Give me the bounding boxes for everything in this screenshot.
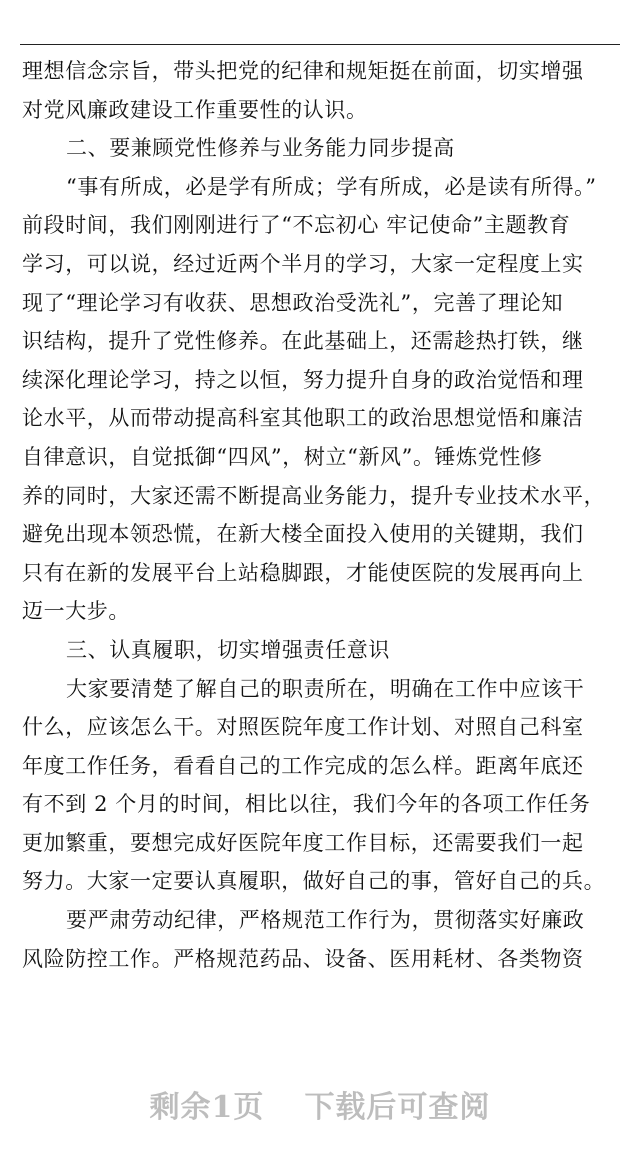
remaining-pages-label: 剩余1页 xyxy=(149,1090,265,1125)
doc-line: 迈一大步。 xyxy=(22,599,130,624)
doc-line: 什么，应该怎么干。对照医院年度工作计划、对照自己科室 xyxy=(22,715,584,740)
top-divider xyxy=(20,44,620,45)
doc-line: 努力。大家一定要认真履职，做好自己的事，管好自己的兵。 xyxy=(22,869,606,894)
download-to-view-label[interactable]: 下载后可查阅 xyxy=(304,1090,491,1125)
doc-line: 识结构，提升了党性修养。在此基础上，还需趁热打铁，继 xyxy=(22,329,584,354)
section-heading: 二、要兼顾党性修养与业务能力同步提高 xyxy=(66,136,455,161)
doc-line: 要严肃劳动纪律，严格规范工作行为，贯彻落实好廉政 xyxy=(66,908,585,933)
doc-line: 论水平，从而带动提高科室其他职工的政治思想觉悟和廉洁 xyxy=(22,406,584,431)
section-heading: 三、认真履职，切实增强责任意识 xyxy=(66,637,390,662)
doc-line: 对党风廉政建设工作重要性的认识。 xyxy=(22,97,368,122)
doc-line: 理想信念宗旨，带头把党的纪律和规矩挺在前面，切实增强 xyxy=(22,59,584,83)
doc-line: 避免出现本领恐慌，在新大楼全面投入使用的关键期，我们 xyxy=(22,522,584,547)
doc-line: 续深化理论学习，持之以恒，努力提升自身的政治觉悟和理 xyxy=(22,367,584,392)
document-body xyxy=(22,52,618,978)
doc-line: 更加繁重，要想完成好医院年度工作目标，还需要我们一起 xyxy=(22,830,584,855)
doc-line: 前段时间，我们刚刚进行了“不忘初心 牢记使命”主题教育 xyxy=(22,213,571,238)
doc-line: 自律意识，自觉抵御“四风”，树立“新风”。锤炼党性修 xyxy=(22,444,543,469)
doc-line: 现了“理论学习有收获、思想政治受洗礼”，完善了理论知 xyxy=(22,290,564,315)
doc-line: “事有所成，必是学有所成；学有所成，必是读有所得。” xyxy=(66,174,597,199)
download-prompt[interactable] xyxy=(0,1082,640,1126)
doc-line: 有不到 2 个月的时间，相比以往，我们今年的各项工作任务 xyxy=(22,792,591,817)
doc-line: 风险防控工作。严格规范药品、设备、医用耗材、各类物资 xyxy=(22,946,584,971)
doc-line: 大家要清楚了解自己的职责所在，明确在工作中应该干 xyxy=(66,676,585,701)
doc-line: 学习，可以说，经过近两个半月的学习，大家一定程度上实 xyxy=(22,251,584,276)
doc-line: 只有在新的发展平台上站稳脚跟，才能使医院的发展再向上 xyxy=(22,560,584,585)
doc-line: 养的同时，大家还需不断提高业务能力，提升专业技术水平， xyxy=(22,483,606,508)
doc-line: 年度工作任务，看看自己的工作完成的怎么样。距离年底还 xyxy=(22,753,584,778)
